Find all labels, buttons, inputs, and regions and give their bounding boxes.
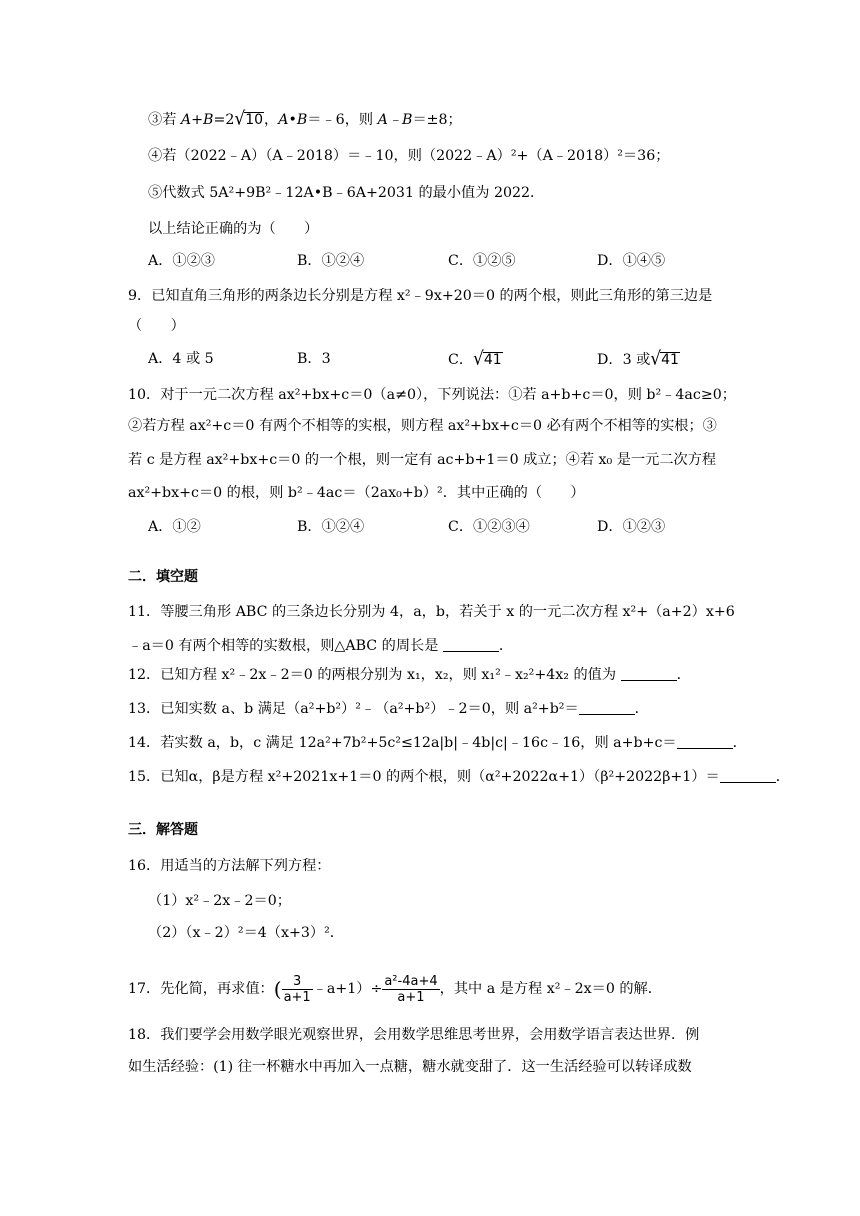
q16-part1: （1）x²﹣2x﹣2＝0；: [148, 893, 291, 909]
q9-stem-line1: 9．已知直角三角形的两条边长分别是方程 x²﹣9x+20＝0 的两个根，则此三角形的第三边是: [128, 288, 713, 304]
q17-post: ，其中 a 是方程 x²﹣2x＝0 的解．: [439, 981, 662, 997]
q16-stem: 16．用适当的方法解下列方程：: [128, 858, 331, 874]
q8-option-a: A．①②③: [148, 253, 215, 269]
q8-item3-var: A+B: [180, 112, 214, 128]
q8-prompt: 以上结论正确的为（ ）: [148, 221, 319, 237]
q18-line1: 18．我们要学会用数学眼光观察世界，会用数学思维思考世界，会用数学语言表达世界．例: [128, 1027, 700, 1043]
q8-item3-end: ＝±8；: [412, 112, 462, 128]
section-fill-in-title: 二．填空题: [128, 569, 198, 585]
q11-line1: 11．等腰三角形 ABC 的三条边长分别为 4，a，b，若关于 x 的一元二次方程 x²+（a+2）x+6: [128, 604, 735, 620]
q9-option-d-radicand: 41: [661, 352, 679, 368]
answer-blank[interactable]: [621, 666, 677, 681]
q18-line2: 如生活经验：(1) 往一杯糖水中再加入一点糖，糖水就变甜了．这一生活经验可以转译成数: [128, 1059, 692, 1075]
q17-frac2-denominator: a+1: [397, 989, 425, 1005]
q10-line4: ax²+bx+c＝0 的根，则 b²﹣4ac＝（2ax₀+b）²．其中正确的（ ）: [128, 485, 585, 501]
q8-option-c: C．①②⑤: [448, 253, 516, 269]
left-paren: (: [273, 977, 282, 1001]
q9-option-d: [597, 349, 680, 370]
q10-option-c: C．①②③④: [448, 519, 530, 535]
q9-stem-line2: （ ）: [128, 318, 185, 334]
q10-line2: ②若方程 ax²+c＝0 有两个不相等的实根，则方程 ax²+bx+c＝0 必有两个不相等的实根；③: [128, 418, 717, 434]
q8-item3-radicand: 10: [245, 112, 264, 128]
q9-option-d-label: D．3 或: [597, 352, 651, 368]
q9-option-a: A．4 或 5: [148, 351, 214, 367]
q8-item3-rest: ＝﹣6，则: [307, 112, 378, 128]
q8-item4: ④若（2022﹣A）（A﹣2018）＝﹣10，则（2022﹣A）²+（A﹣2018）²＝36；: [148, 148, 670, 164]
q12: 12．已知方程 x²﹣2x﹣2＝0 的两根分别为 x₁，x₂，则 x₁²﹣x₂²+4x₂ 的值为 ．: [128, 667, 691, 683]
q17-pre: 17．先化简，再求值：: [128, 981, 274, 997]
q8-item3: [148, 109, 462, 130]
q17: [128, 971, 662, 1007]
q17-frac1-numerator: 3: [282, 974, 313, 990]
q15: 15．已知α，β是方程 x²+2021x+1＝0 的两个根，则（α²+2022α+1）（β²+2022β+1）＝ ．: [128, 769, 790, 785]
answer-blank[interactable]: [579, 700, 635, 715]
q10-option-a: A．①②: [148, 519, 201, 535]
q8-item3-ab: A•B: [278, 112, 308, 128]
q10-option-d: D．①②③: [597, 519, 666, 535]
q14-text: 14．若实数 a，b，c 满足 12a²+7b²+5c²≤12a|b|﹣4b|c|﹣16c﹣16，则 a+b+c＝: [128, 735, 677, 751]
answer-blank[interactable]: [443, 637, 499, 652]
q8-item3-eq: =2: [213, 112, 235, 128]
q8-option-b: B．①②④: [297, 253, 365, 269]
q17-fraction-2: [382, 974, 439, 1005]
answer-blank[interactable]: [677, 734, 733, 749]
q9-option-b: B．3: [297, 351, 331, 367]
q13: 13．已知实数 a、b 满足（a²+b²）²﹣（a²+b²）﹣2＝0，则 a²+b²＝ ．: [128, 701, 649, 717]
q12-text: 12．已知方程 x²﹣2x﹣2＝0 的两根分别为 x₁，x₂，则 x₁²﹣x₂²+4x₂ 的值为: [128, 667, 617, 683]
q9-option-c-label: C．: [448, 352, 474, 368]
q15-text: 15．已知α，β是方程 x²+2021x+1＝0 的两个根，则（α²+2022α+1）（β²+2022β+1）＝: [128, 769, 720, 785]
q10-line1: 10．对于一元二次方程 ax²+bx+c＝0（a≠0），下列说法：①若 a+b+c＝0，则 b²﹣4ac≥0；: [128, 387, 736, 403]
q8-item3-pre: ③若: [148, 112, 181, 128]
q8-option-d: D．①④⑤: [597, 253, 666, 269]
q17-fraction-1: [282, 974, 313, 1005]
q11-line2: ﹣a＝0 有两个相等的实数根，则△ABC 的周长是 ．: [128, 638, 514, 654]
sqrt-symbol-icon: √: [473, 348, 484, 370]
sqrt-symbol-icon: √: [650, 348, 662, 370]
q17-frac1-denominator: a+1: [283, 989, 311, 1005]
q17-frac2-numerator: a²-4a+4: [384, 973, 438, 989]
section-answer-title: 三．解答题: [128, 822, 198, 838]
q10-line3: 若 c 是方程 ax²+bx+c＝0 的一个根，则一定有 ac+b+1＝0 成立；④若 x₀ 是一元二次方程: [128, 452, 717, 468]
q13-text: 13．已知实数 a、b 满足（a²+b²）²﹣（a²+b²）﹣2＝0，则 a²+b²＝: [128, 701, 579, 717]
q8-item3-mid: ，: [264, 112, 279, 128]
q8-item5: ⑤代数式 5A²+9B²﹣12A•B﹣6A+2031 的最小值为 2022．: [148, 185, 545, 201]
sqrt-symbol-icon: √: [234, 108, 246, 130]
q14: 14．若实数 a，b，c 满足 12a²+7b²+5c²≤12a|b|﹣4b|c|﹣16c﹣16，则 a+b+c＝ ．: [128, 735, 747, 751]
q9-option-c: [448, 349, 503, 370]
q8-item3-aminusb: A﹣B: [377, 112, 413, 128]
q17-mid: ﹣a+1）÷: [312, 981, 383, 997]
q16-part2: （2）（x﹣2）²＝4（x+3）²．: [148, 925, 344, 941]
q9-option-c-radicand: 41: [483, 352, 502, 368]
q11-line2-text: ﹣a＝0 有两个相等的实数根，则△ABC 的周长是: [128, 638, 439, 654]
answer-blank[interactable]: [720, 768, 776, 783]
q10-option-b: B．①②④: [297, 519, 365, 535]
